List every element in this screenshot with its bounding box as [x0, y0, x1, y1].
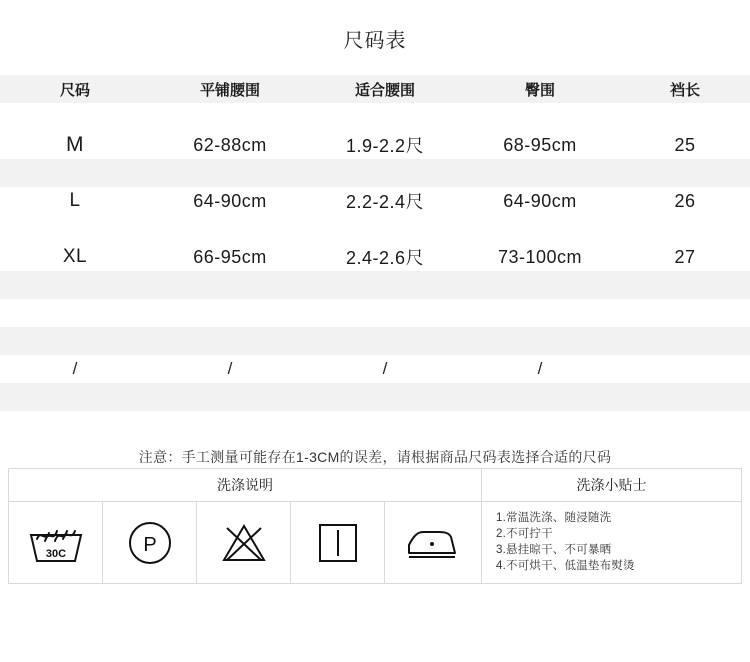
cell-size: M	[66, 133, 84, 156]
care-tips	[482, 502, 741, 583]
cell-flat-waist: 64-90cm	[193, 190, 267, 211]
no-bleach-icon	[219, 520, 269, 566]
table-row	[0, 131, 750, 159]
table-row	[0, 243, 750, 271]
spacer-row	[0, 327, 750, 355]
cell-hip: 73-100cm	[497, 246, 583, 267]
icon-cell	[385, 502, 479, 583]
wash-30c-icon	[25, 521, 87, 565]
svg-text:30C: 30C	[45, 547, 66, 560]
cell-size: XL	[62, 246, 88, 267]
icon-cell	[291, 502, 385, 583]
cell-crotch: 26	[674, 190, 696, 211]
cell-flat-waist: 66-95cm	[193, 246, 267, 267]
header-hip: 臀围	[524, 81, 555, 99]
cell-crotch: 25	[674, 134, 696, 155]
table-row-empty	[0, 355, 750, 383]
care-header-row	[9, 469, 741, 502]
cell-hip: 68-95cm	[503, 134, 577, 155]
cell-slash: /	[537, 359, 543, 378]
cell-slash: /	[382, 359, 388, 378]
iron-low-icon	[403, 523, 461, 563]
header-fit-waist: 适合腰围	[354, 81, 415, 99]
cell-size: L	[69, 190, 81, 211]
cell-slash: /	[72, 359, 78, 378]
spacer-row	[0, 383, 750, 411]
dry-clean-p-icon	[126, 519, 174, 567]
care-tip: 3.悬挂晾干、不可暴晒	[496, 544, 612, 556]
care-header-left: 洗涤说明	[9, 469, 482, 501]
care-body-row	[9, 502, 741, 583]
care-tip: 1.常温洗涤、随浸随洗	[496, 512, 612, 524]
size-table	[0, 75, 750, 411]
cell-fit-waist: 2.4-2.6尺	[345, 248, 425, 268]
cell-fit-waist: 1.9-2.2尺	[345, 136, 425, 156]
header-size: 尺码	[59, 81, 90, 99]
table-header-row	[0, 75, 750, 103]
spacer-row	[0, 159, 750, 187]
care-instructions-box	[8, 468, 742, 584]
page-title: 尺码表	[343, 30, 407, 52]
table-row	[0, 187, 750, 215]
care-icons	[9, 502, 482, 583]
spacer-row	[0, 215, 750, 243]
svg-text:P: P	[142, 533, 157, 556]
header-flat-waist: 平铺腰围	[199, 81, 260, 99]
icon-cell	[9, 502, 103, 583]
cell-slash: /	[227, 359, 233, 378]
spacer-row	[0, 299, 750, 327]
care-tip: 4.不可烘干、低温垫布熨烫	[496, 560, 635, 572]
care-tip: 2.不可拧干	[496, 528, 553, 540]
spacer-row	[0, 271, 750, 299]
icon-cell	[103, 502, 197, 583]
cell-fit-waist: 2.2-2.4尺	[345, 192, 425, 212]
cell-crotch: 27	[674, 246, 696, 267]
line-dry-icon	[316, 521, 360, 565]
cell-flat-waist: 62-88cm	[193, 134, 267, 155]
cell-hip: 64-90cm	[503, 190, 577, 211]
measurement-note: 注意：手工测量可能存在1-3CM的误差，请根据商品尺码表选择合适的尺码	[138, 449, 612, 465]
header-crotch: 裆长	[669, 81, 700, 99]
care-header-right: 洗涤小贴士	[576, 477, 647, 493]
spacer-row	[0, 103, 750, 131]
icon-cell	[197, 502, 291, 583]
